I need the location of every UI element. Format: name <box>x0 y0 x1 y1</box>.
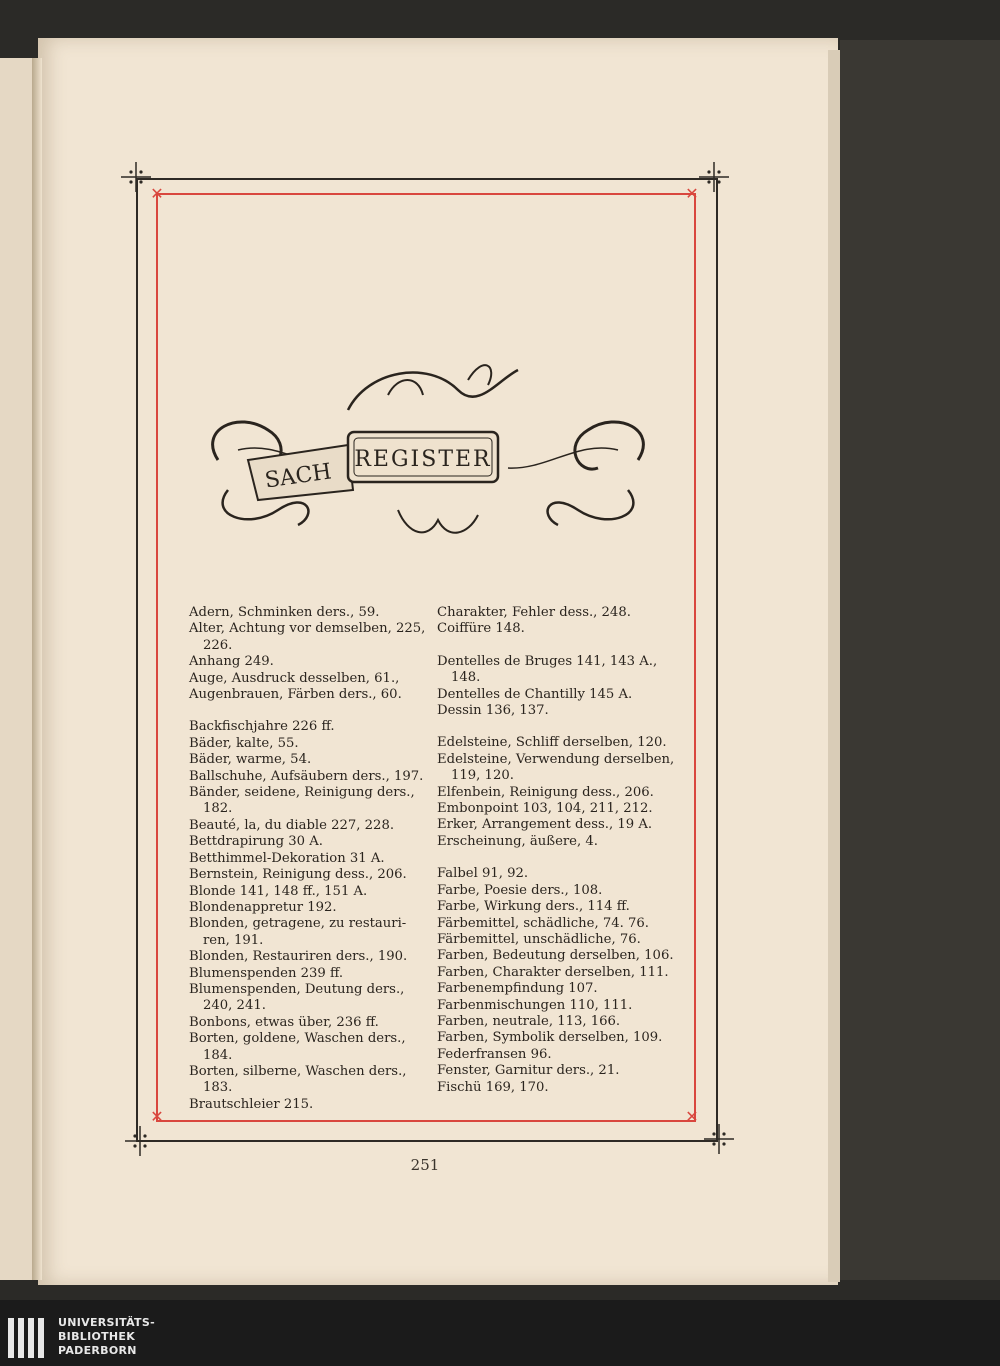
index-entry: Dentelles de Chantilly 145 A. <box>437 686 633 702</box>
corner-ornament-icon <box>702 1122 736 1156</box>
index-entry: Blumenspenden 239 ff. <box>189 965 344 981</box>
heading-word-right: REGISTER <box>354 447 492 472</box>
index-entry: Elfenbein, Reinigung dess., 206. <box>437 784 654 800</box>
index-gap <box>437 850 677 866</box>
index-entry: Brautschleier 215. <box>189 1096 314 1112</box>
index-entry: Fenster, Garnitur ders., 21. <box>437 1063 620 1079</box>
index-entry: Auge, Ausdruck desselben, 61., <box>189 670 400 686</box>
index-entry: Blumenspenden, Deutung ders., <box>189 981 405 997</box>
index-column-right <box>437 605 677 1096</box>
index-entry: Blondenappretur 192. <box>189 899 337 915</box>
index-entry: Erscheinung, äußere, 4. <box>437 833 598 849</box>
index-entry: Augenbrauen, Färben ders., 60. <box>189 687 402 703</box>
index-entry: Bänder, seidene, Reinigung ders., <box>189 785 415 801</box>
index-entry: Erker, Arrangement dess., 19 A. <box>437 817 653 833</box>
index-entry: Federfransen 96. <box>437 1046 552 1062</box>
index-entry: 119, 120. <box>451 768 514 784</box>
corner-ornament-icon <box>123 1124 157 1158</box>
library-logo-line2: BIBLIOTHEK <box>58 1330 136 1343</box>
index-entry: 182. <box>203 801 233 817</box>
index-entry: Dentelles de Bruges 141, 143 A., <box>437 653 658 669</box>
page-edge <box>828 50 840 1282</box>
index-entry: ren, 191. <box>203 932 264 948</box>
register-heading-banner <box>198 350 658 550</box>
index-entry: Coiffüre 148. <box>437 621 525 637</box>
index-entry: Farben, Charakter derselben, 111. <box>437 964 669 980</box>
index-entry: Bäder, kalte, 55. <box>189 735 299 751</box>
index-entry: Dessin 136, 137. <box>437 703 549 719</box>
library-logo-line1: UNIVERSITÄTS- <box>58 1316 155 1329</box>
index-entry: Farbenmischungen 110, 111. <box>437 997 633 1013</box>
index-entry: Backfischjahre 226 ff. <box>189 719 335 735</box>
corner-x-mark: ✕ <box>150 1107 164 1126</box>
index-entry: Adern, Schminken ders., 59. <box>189 605 380 620</box>
index-entry: Betthimmel-Dekoration 31 A. <box>189 850 385 866</box>
corner-ornament-icon <box>119 160 153 194</box>
index-entry: Bäder, warme, 54. <box>189 752 312 768</box>
index-entry: Farbe, Wirkung ders., 114 ff. <box>437 899 630 915</box>
corner-x-mark: ✕ <box>685 1107 699 1126</box>
index-entry: 226. <box>203 637 233 653</box>
cover-edge <box>840 40 1000 1280</box>
index-entry: Fischü 169, 170. <box>437 1079 549 1095</box>
index-entry: Bernstein, Reinigung dess., 206. <box>189 867 407 883</box>
book-spine <box>32 58 42 1280</box>
index-column-left <box>189 605 429 1113</box>
index-entry: Borten, silberne, Waschen ders., <box>189 1063 407 1079</box>
index-entry: Edelsteine, Verwendung derselben, <box>437 751 675 767</box>
index-entry: 184. <box>203 1047 233 1063</box>
index-gap <box>189 703 429 719</box>
index-columns <box>189 605 689 1112</box>
corner-x-mark: ✕ <box>150 184 164 203</box>
corner-ornament-icon <box>697 160 731 194</box>
index-entry: Charakter, Fehler dess., 248. <box>437 605 631 620</box>
index-entry: Farben, neutrale, 113, 166. <box>437 1013 621 1029</box>
corner-x-mark: ✕ <box>685 184 699 203</box>
index-entry: Farbenempfindung 107. <box>437 981 598 997</box>
library-logo-icon <box>6 1314 46 1362</box>
index-entry: Färbemittel, unschädliche, 76. <box>437 931 641 947</box>
page-number: 251 <box>410 1156 440 1174</box>
index-gap <box>437 719 677 735</box>
index-entry: Farbe, Poesie ders., 108. <box>437 882 603 898</box>
index-entry: Farben, Bedeutung derselben, 106. <box>437 948 674 964</box>
index-entry: Blonden, getragene, zu restauri- <box>189 916 407 932</box>
library-logo-line3: PADERBORN <box>58 1344 137 1357</box>
index-entry: Blonden, Restauriren ders., 190. <box>189 949 408 965</box>
footer-bar <box>0 1300 1000 1366</box>
index-entry: Blonde 141, 148 ff., 151 A. <box>189 883 368 899</box>
index-entry: Farben, Symbolik derselben, 109. <box>437 1030 663 1046</box>
index-entry: Falbel 91, 92. <box>437 866 529 882</box>
index-entry: Ballschuhe, Aufsäubern ders., 197. <box>189 768 424 784</box>
index-entry: Bettdrapirung 30 A. <box>189 834 323 850</box>
index-entry: Bonbons, etwas über, 236 ff. <box>189 1014 379 1030</box>
heading-word-left: SACH <box>263 459 334 494</box>
index-entry: 240, 241. <box>203 998 266 1014</box>
index-gap <box>437 638 677 654</box>
index-entry: Edelsteine, Schliff derselben, 120. <box>437 735 667 751</box>
index-entry: 148. <box>451 670 481 686</box>
index-entry: Färbemittel, schädliche, 74. 76. <box>437 915 649 931</box>
index-entry: Anhang 249. <box>189 654 274 670</box>
index-entry: 183. <box>203 1080 233 1096</box>
index-entry: Beauté, la, du diable 227, 228. <box>189 817 395 833</box>
index-entry: Embonpoint 103, 104, 211, 212. <box>437 801 653 817</box>
index-entry: Alter, Achtung vor demselben, 225, <box>189 621 426 637</box>
index-entry: Borten, goldene, Waschen ders., <box>189 1031 406 1047</box>
